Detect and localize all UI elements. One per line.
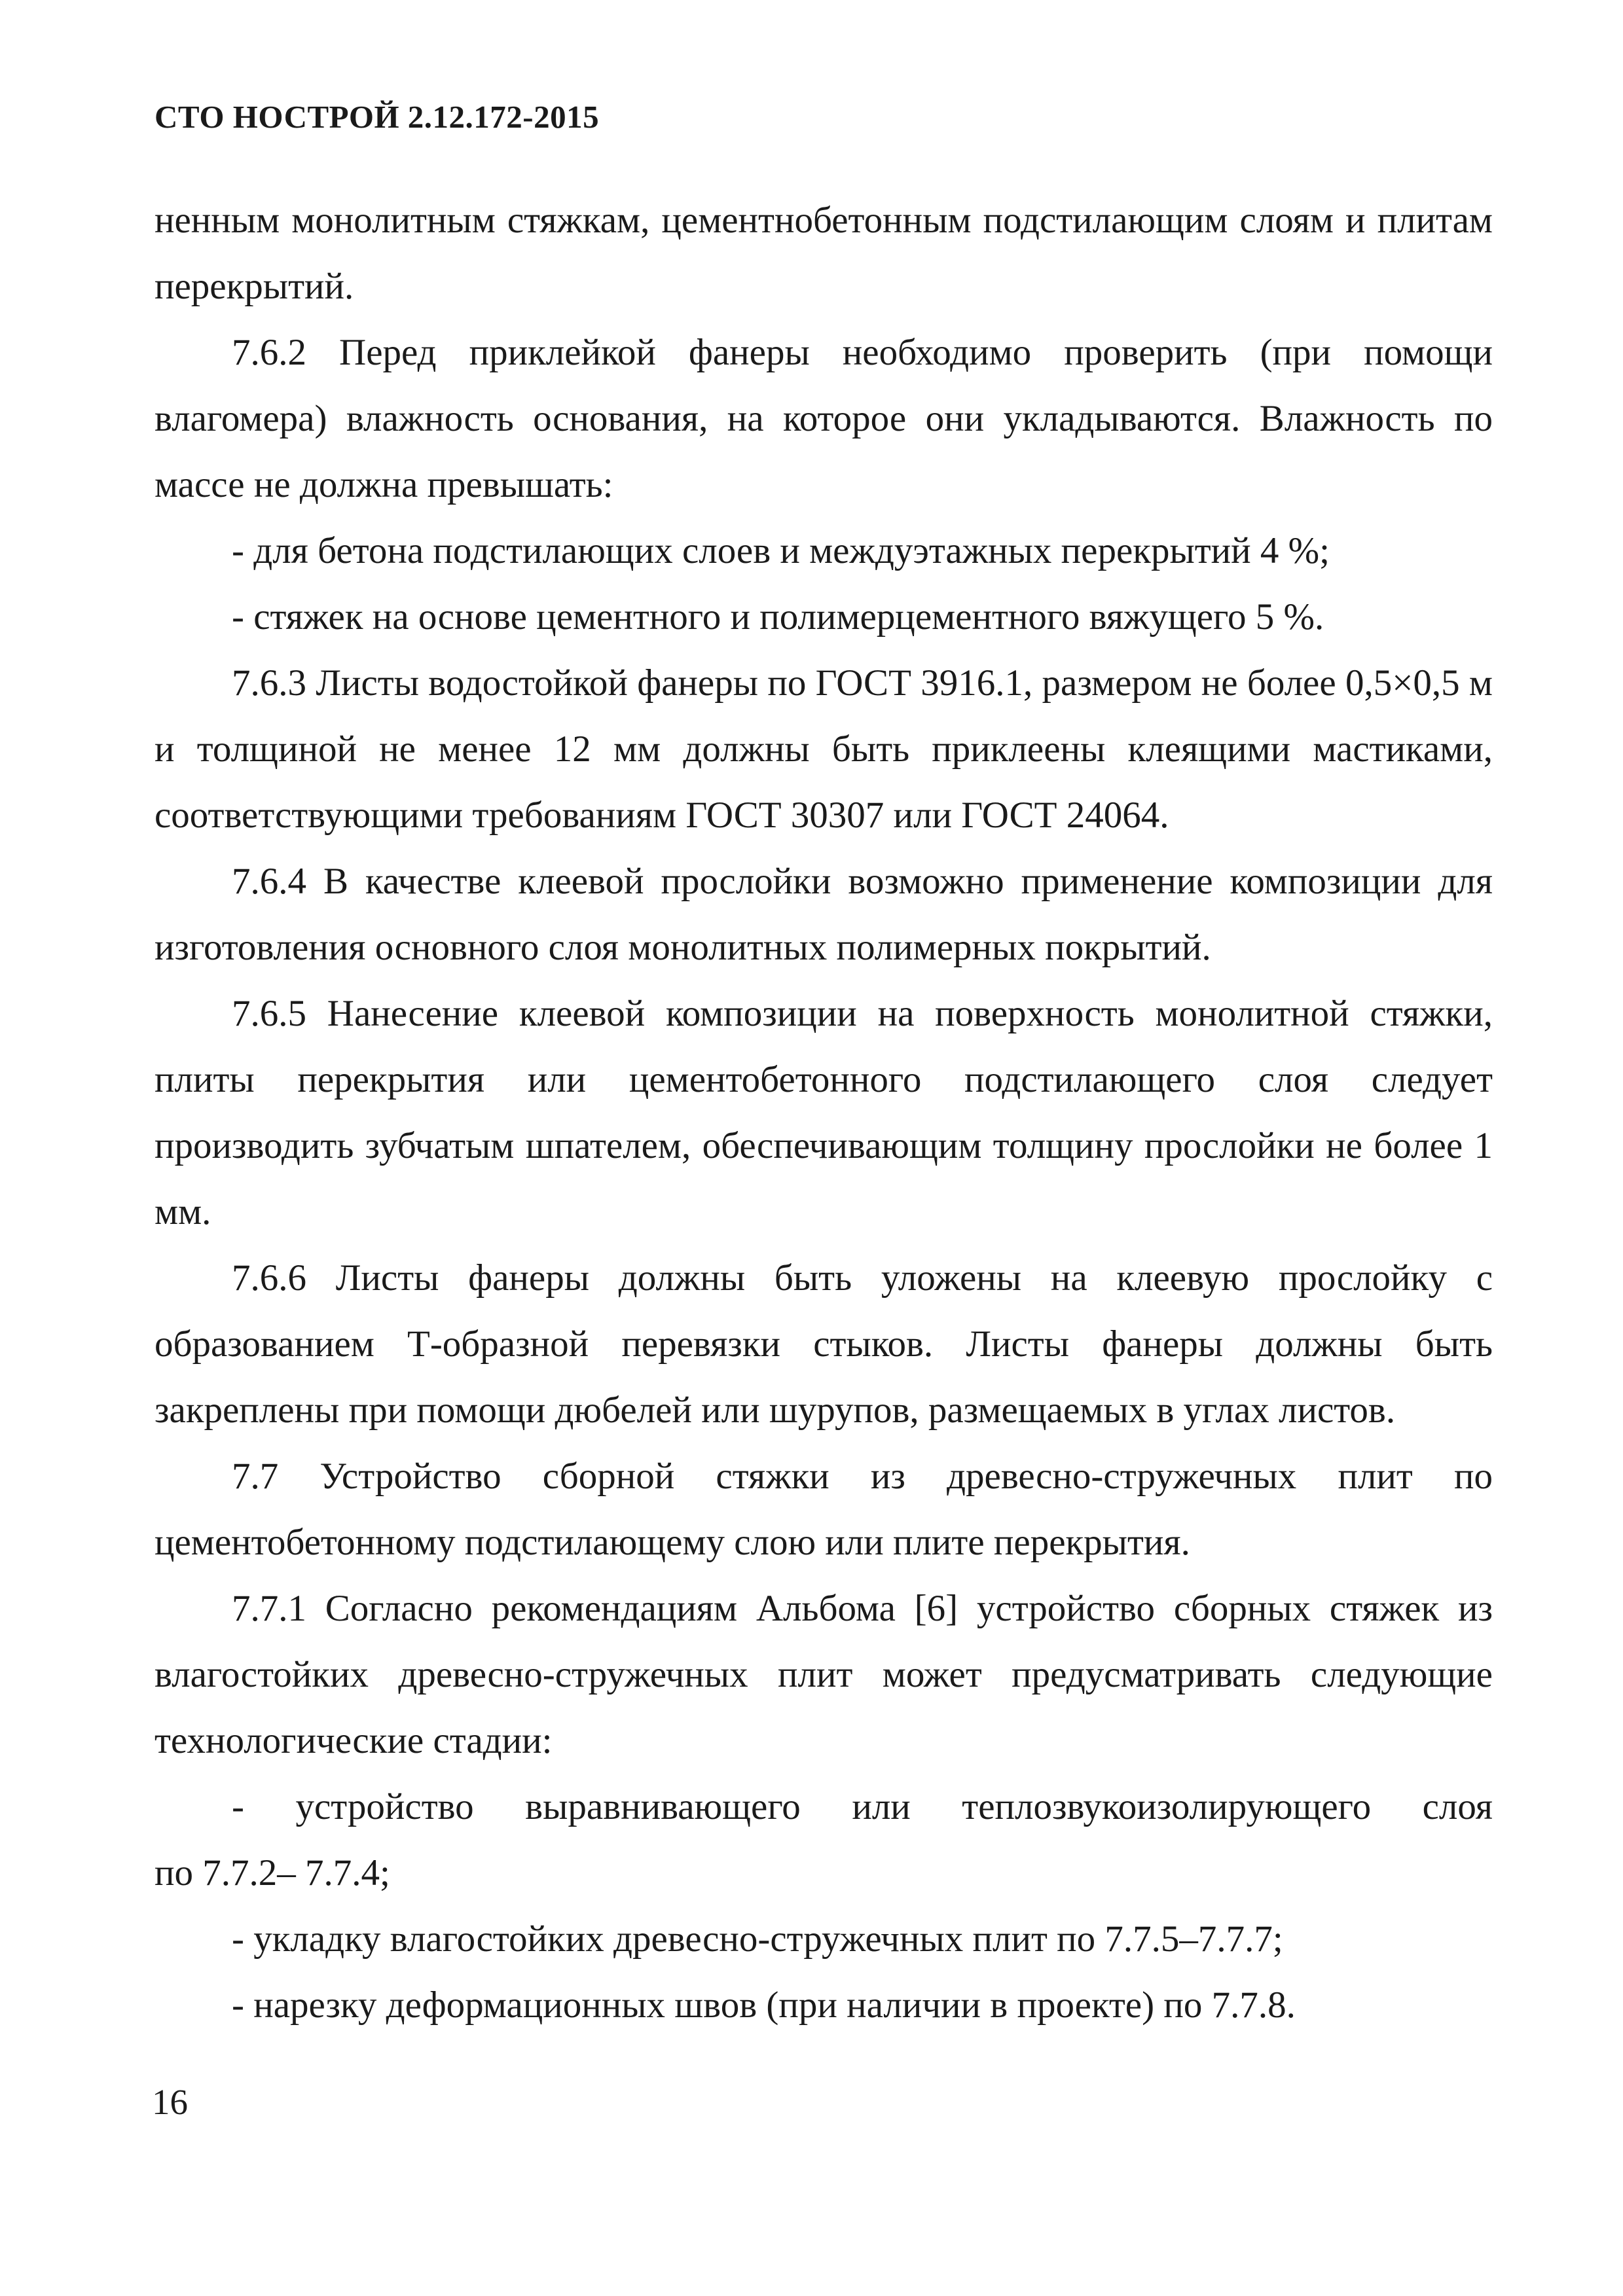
list-item: - для бетона подстилающих слоев и междуэтажных перекрытий 4 %; <box>232 530 1330 571</box>
paragraph-7-6-6: 7.6.6 Листы фанеры должны быть уложены на клеевую прослойку с образованием Т-образной перевязки стыков. Листы фанеры должны быть закреплены при помощи дюбелей или шурупов, размещаемых в углах листов. <box>155 1257 1493 1431</box>
paragraph-7-6-2: 7.6.2 Перед приклейкой фанеры необходимо проверить (при помощи влагомера) влажность основания, на которое они укладываются. Влажность по массе не должна превышать: <box>155 332 1493 505</box>
list-item: - нарезку деформационных швов (при наличии в проекте) по 7.7.8. <box>232 1984 1296 2026</box>
paragraph: ненным монолитным стяжкам, цементнобетонным подстилающим слоям и плитам перекрытий. <box>155 200 1493 307</box>
document-header: СТО НОСТРОЙ 2.12.172-2015 <box>155 99 600 135</box>
paragraph-7-6-5: 7.6.5 Нанесение клеевой композиции на поверхность монолитной стяжки, плиты перекрытия или цементобетонного подстилающего слоя следует производить зубчатым шпателем, обеспечивающим толщину прослойки не более 1 мм. <box>155 993 1493 1232</box>
list-item: - стяжек на основе цементного и полимерцементного вяжущего 5 %. <box>232 596 1324 637</box>
list-item-continuation: по 7.7.2– 7.7.4; <box>155 1852 390 1893</box>
list-item-spread: - устройство выравнивающего или теплозвукоизолирующего слоя <box>232 1786 1493 1827</box>
paragraph-7-6-4: 7.6.4 В качестве клеевой прослойки возможно применение композиции для изготовления основного слоя монолитных полимерных покрытий. <box>155 861 1493 968</box>
paragraph-7-7: 7.7 Устройство сборной стяжки из древесно-стружечных плит по цементобетонному подстилающему слою или плите перекрытия. <box>155 1456 1493 1563</box>
paragraph-7-7-1: 7.7.1 Согласно рекомендациям Альбома [6] устройство сборных стяжек из влагостойких древесно-стружечных плит может предусматривать следующие технологические стадии: <box>155 1588 1493 1761</box>
page-number: 16 <box>152 2082 188 2122</box>
list-item: - укладку влагостойких древесно-стружечных плит по 7.7.5–7.7.7; <box>232 1918 1283 1960</box>
paragraph-7-6-3: 7.6.3 Листы водостойкой фанеры по ГОСТ 3916.1, размером не более 0,5×0,5 м и толщиной не менее 12 мм должны быть приклеены клеящими мастиками, соответствующими требованиям ГОСТ 30307 или ГОСТ 24064. <box>155 662 1493 836</box>
document-body <box>155 187 1493 2038</box>
